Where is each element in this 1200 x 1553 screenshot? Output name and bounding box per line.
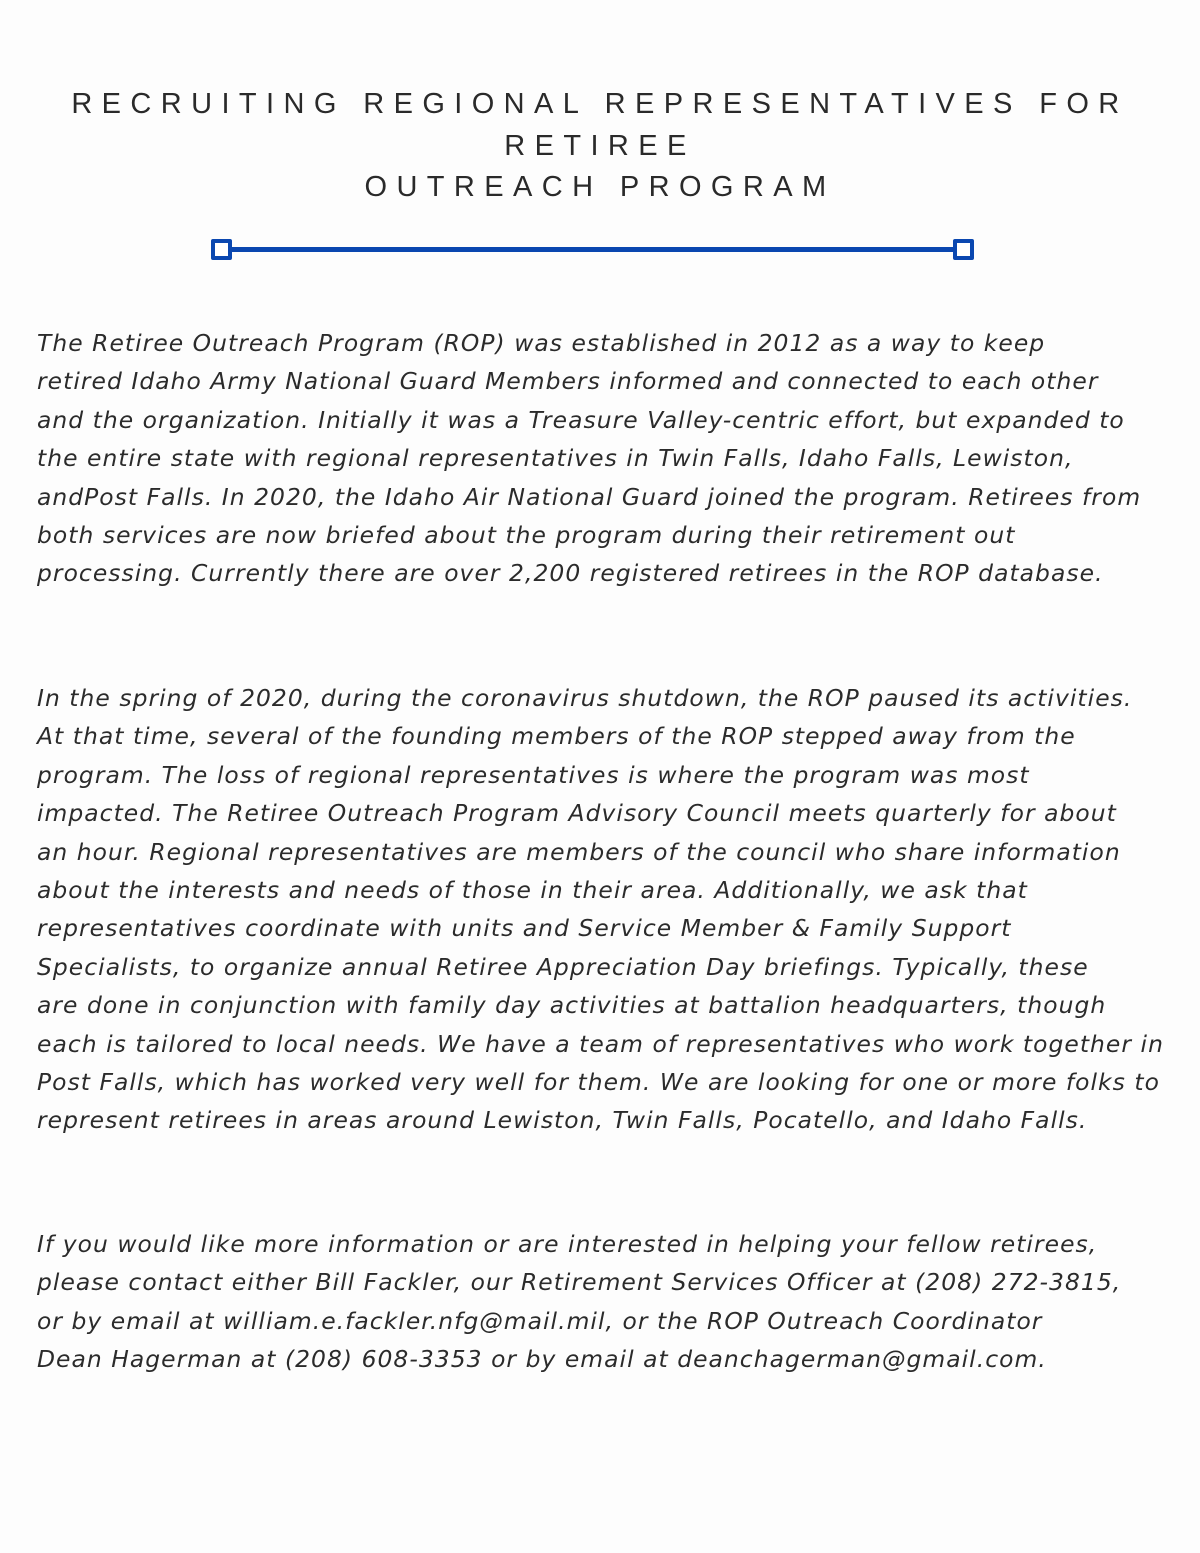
title-line: OUTREACH PROGRAM <box>364 171 836 203</box>
text-line: are done in conjunction with family day activities at battalion headquarters, though <box>37 991 1107 1020</box>
text-line: both services are now briefed about the program during their retirement out <box>37 521 1016 550</box>
text-line: the entire state with regional representatives in Twin Falls, Idaho Falls, Lewiston, <box>37 444 1074 473</box>
title-line: RECRUITING REGIONAL REPRESENTATIVES FOR <box>71 88 1129 120</box>
divider-line <box>223 247 962 252</box>
divider-square-cap-icon <box>211 239 232 260</box>
text-line: processing. Currently there are over 2,200 registered retirees in the ROP database. <box>37 559 1104 588</box>
text-line: Dean Hagerman at (208) 608-3353 or by email at deanchagerman@gmail.com. <box>37 1345 1047 1374</box>
text-line: an hour. Regional representatives are members of the council who share information <box>37 837 1121 866</box>
text-line: about the interests and needs of those in their area. Additionally, we ask that <box>37 876 1028 905</box>
title-line: RETIREE <box>504 129 696 162</box>
page-title <box>0 84 1200 209</box>
text-line: The Retiree Outreach Program (ROP) was established in 2012 as a way to keep <box>37 329 1046 357</box>
text-line: In the spring of 2020, during the coronavirus shutdown, the ROP paused its activities. <box>37 684 1133 712</box>
text-line: Specialists, to organize annual Retiree Appreciation Day briefings. Typically, these <box>37 952 1089 981</box>
text-line: If you would like more information or are interested in helping your fellow retirees, <box>37 1230 1098 1258</box>
text-line: please contact either Bill Fackler, our Retirement Services Officer at (208) 272-3815, <box>37 1268 1122 1297</box>
text-line: represent retirees in areas around Lewiston, Twin Falls, Pocatello, and Idaho Falls. <box>37 1106 1088 1135</box>
title-divider <box>211 238 974 262</box>
text-line: andPost Falls. In 2020, the Idaho Air National Guard joined the program. Retirees from <box>37 482 1142 511</box>
paragraph-representatives-needed <box>37 679 1197 1140</box>
text-line: impacted. The Retiree Outreach Program Advisory Council meets quarterly for about <box>37 799 1117 828</box>
text-line: At that time, several of the founding members of the ROP stepped away from the <box>37 722 1076 751</box>
text-line: each is tailored to local needs. We have a team of representatives who work together in <box>37 1029 1164 1058</box>
text-line: Post Falls, which has worked very well for them. We are looking for one or more folks to <box>37 1068 1160 1097</box>
text-line: program. The loss of regional representatives is where the program was most <box>37 760 1030 789</box>
divider-square-cap-icon <box>953 239 974 260</box>
paragraph-contact-info <box>37 1225 1197 1379</box>
text-line: representatives coordinate with units and Service Member & Family Support <box>37 914 1012 943</box>
paragraph-program-history <box>37 324 1197 593</box>
text-line: or by email at william.e.fackler.nfg@mail.mil, or the ROP Outreach Coordinator <box>37 1306 1043 1335</box>
text-line: retired Idaho Army National Guard Members informed and connected to each other <box>37 367 1099 396</box>
text-line: and the organization. Initially it was a Treasure Valley-centric effort, but expanded to <box>37 405 1125 434</box>
